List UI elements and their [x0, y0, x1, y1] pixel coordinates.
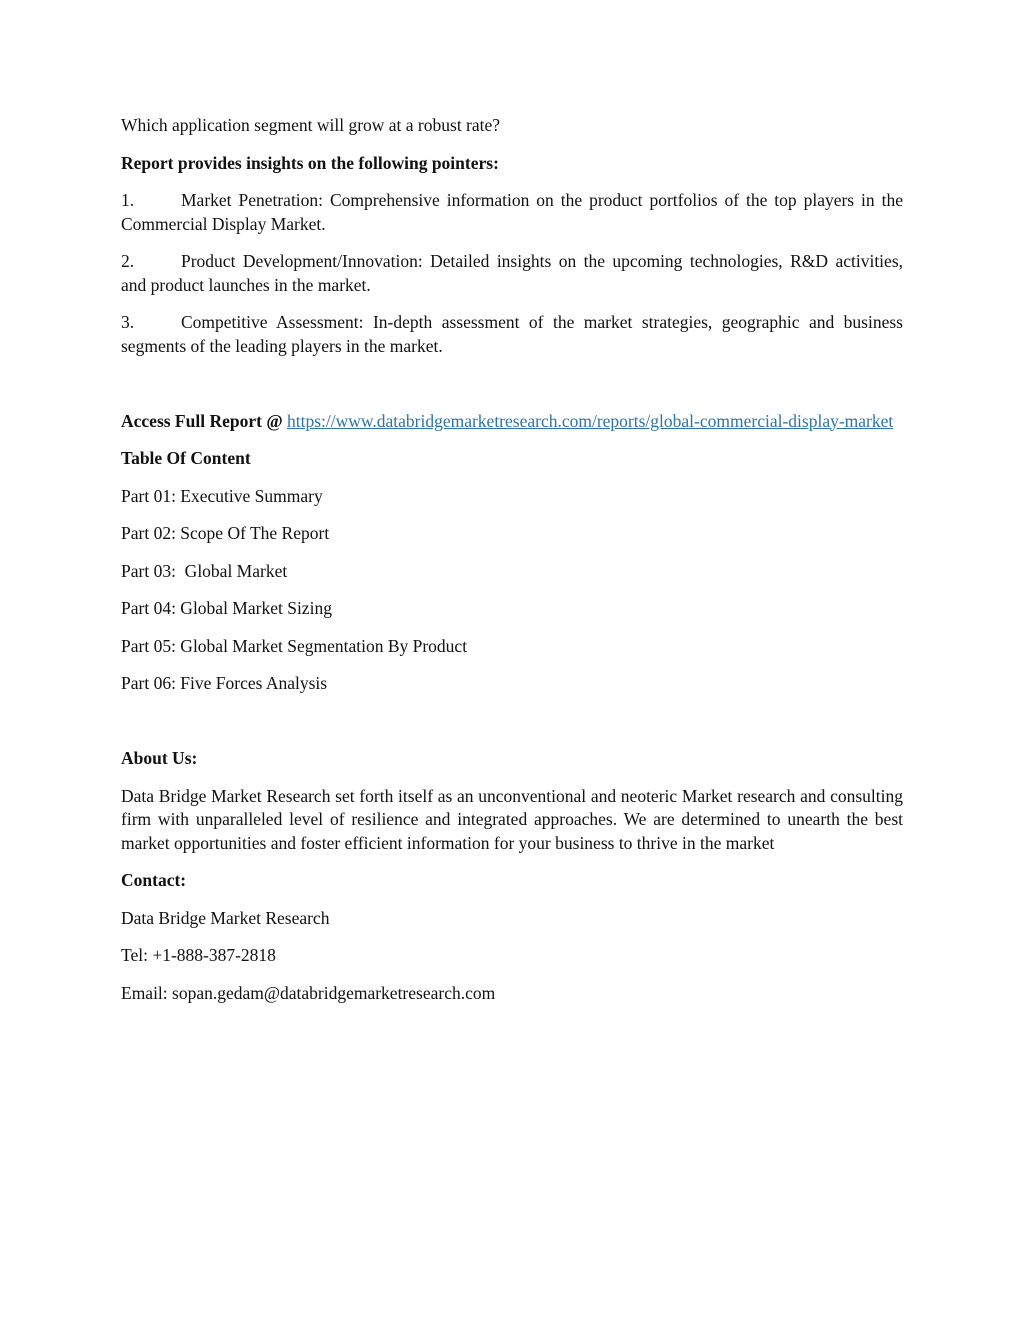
contact-tel: Tel: +1-888-387-2818 — [121, 945, 276, 965]
pointer-number: 1. — [121, 190, 135, 210]
toc-item-part-05: Part 05: Global Market Segmentation By Product — [121, 635, 468, 656]
report-link[interactable]: https://www.databridgemarketresearch.com/reports/global-commercial-display-market — [286, 410, 894, 431]
blank-line — [121, 372, 903, 396]
about-body: Data Bridge Market Research set forth itself as an unconventional and neoteric Market research and consulting firm with unparalleled level of resilience and integrated approaches. We are determined to unearth the best market opportunities and foster efficient information for your business to thrive in the market — [121, 785, 903, 853]
question-line: Which application segment will grow at a robust rate? — [121, 115, 501, 135]
toc-item-part-01: Part 01: Executive Summary — [121, 485, 323, 506]
contact-email: Email: sopan.gedam@databridgemarketresearch.com — [121, 982, 496, 1003]
toc-heading: Table Of Content — [121, 448, 251, 468]
access-line — [121, 410, 903, 434]
blank-line — [121, 710, 903, 734]
pointer-text: Market Penetration: Comprehensive information on the product portfolios of the top players in the Commercial Display Market. — [121, 190, 903, 234]
pointer-text: Product Development/Innovation: Detailed insights on the upcoming technologies, R&D activities, and product launches in the market. — [121, 251, 903, 295]
pointer-item-2 — [121, 250, 903, 297]
contact-company: Data Bridge Market Research — [121, 907, 330, 928]
pointers-heading: Report provides insights on the following pointers: — [121, 152, 499, 173]
toc-item-part-03: Part 03: Global Market — [121, 560, 288, 581]
pointer-item-1 — [121, 189, 903, 236]
pointer-text: Competitive Assessment: In-depth assessment of the market strategies, geographic and business segments of the leading players in the market. — [121, 312, 903, 356]
pointer-number: 3. — [121, 312, 135, 332]
pointer-number: 2. — [121, 251, 135, 271]
pointer-item-3 — [121, 311, 903, 358]
toc-item-part-06: Part 06: Five Forces Analysis — [121, 673, 328, 693]
access-label: Access Full Report @ — [121, 410, 283, 431]
contact-heading: Contact: — [121, 870, 187, 890]
toc-item-part-04: Part 04: Global Market Sizing — [121, 598, 332, 618]
toc-item-part-02: Part 02: Scope Of The Report — [121, 523, 330, 543]
about-heading: About Us: — [121, 748, 198, 768]
